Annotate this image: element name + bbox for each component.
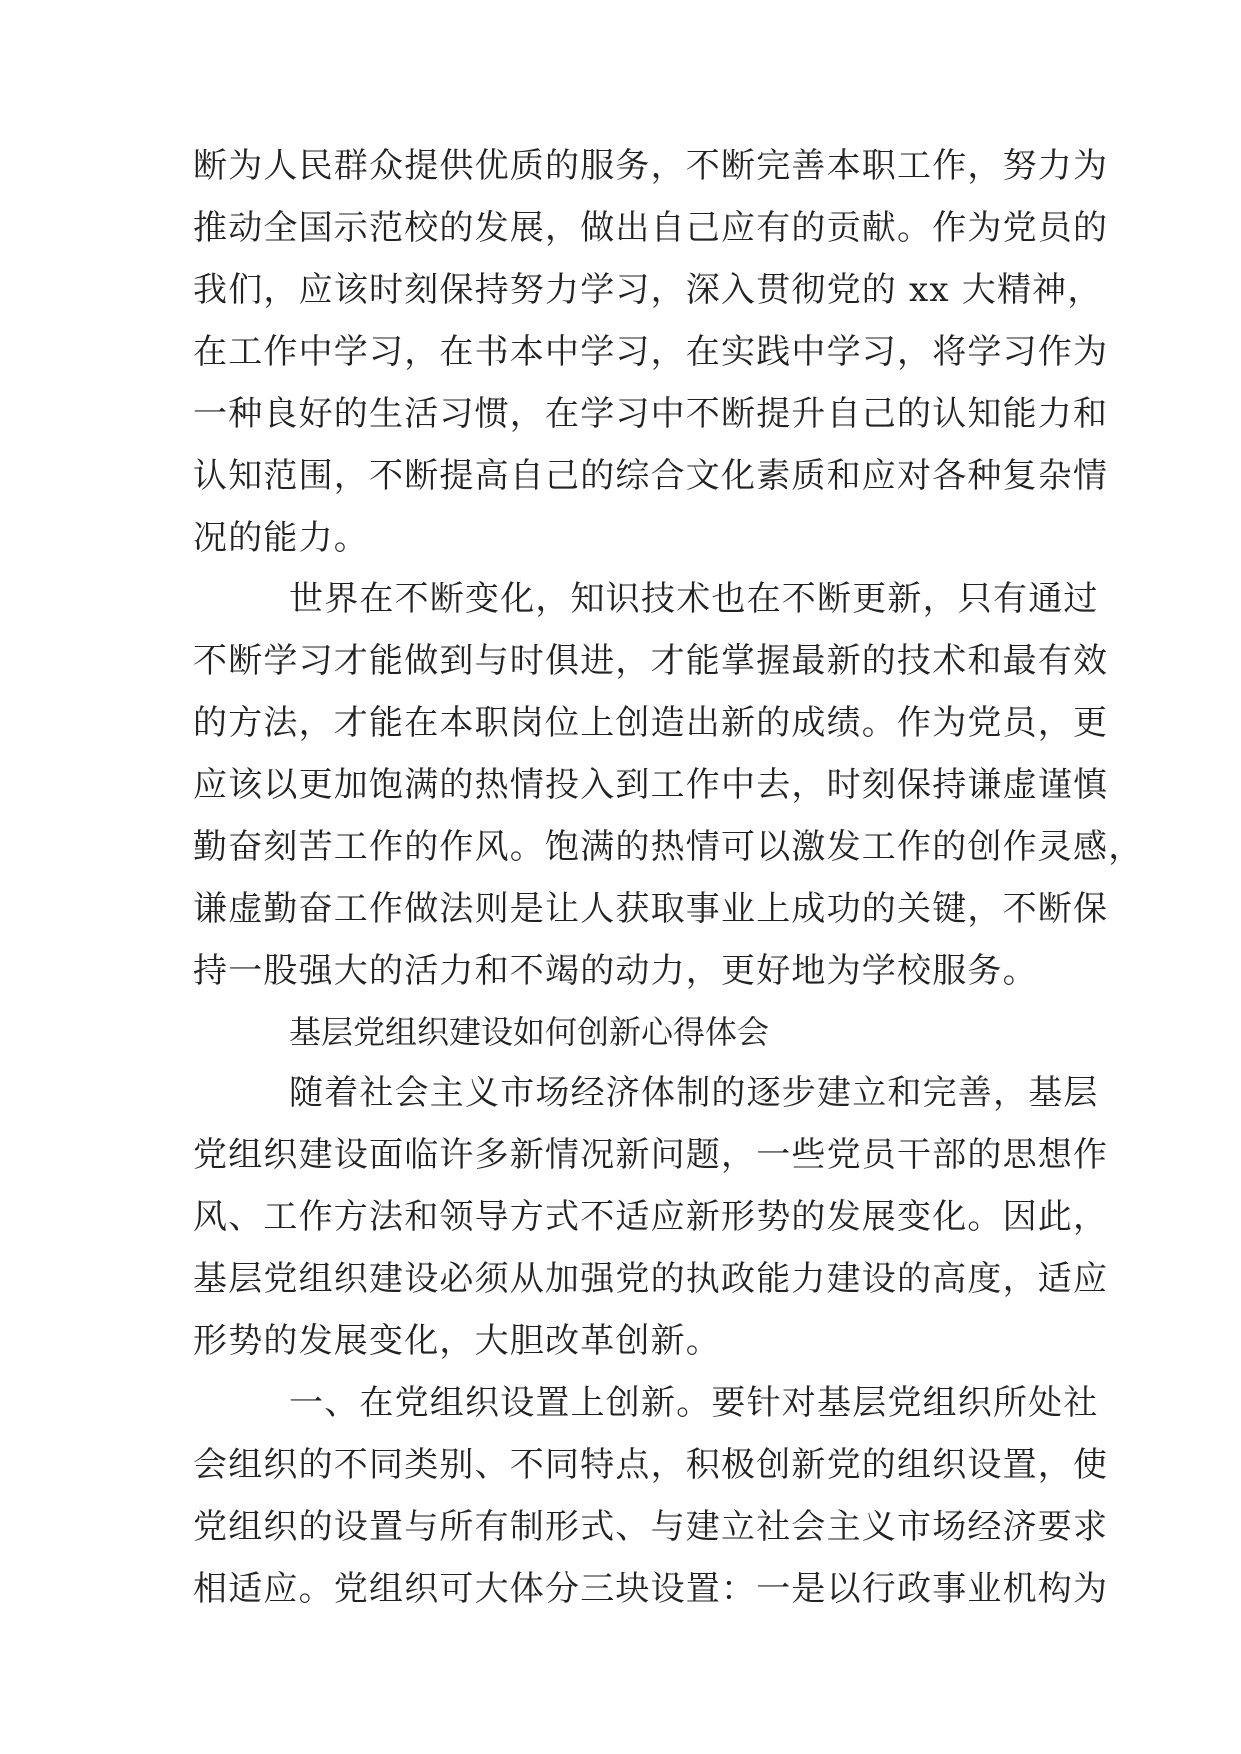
text-line: 谦虚勤奋工作做法则是让人获取事业上成功的关键，不断保 xyxy=(193,889,1109,929)
section-heading: 基层党组织建设如何创新心得体会 xyxy=(289,1013,770,1051)
text-line: 勤奋刻苦工作的作风。饱满的热情可以激发工作的创作灵感， xyxy=(193,827,1144,867)
text-line: 不断学习才能做到与时俱进，才能掌握最新的技术和最有效 xyxy=(193,641,1109,681)
text-line: 况的能力。 xyxy=(193,518,369,558)
text-line: 党组织建设面临许多新情况新问题，一些党员干部的思想作 xyxy=(193,1135,1109,1175)
text-line: 一种良好的生活习惯，在学习中不断提升自己的认知能力和 xyxy=(193,394,1109,434)
paragraph-first-line: 一、在党组织设置上创新。要针对基层党组织所处社 xyxy=(289,1383,1099,1423)
text-line: 基层党组织建设必须从加强党的执政能力建设的高度，适应 xyxy=(193,1259,1109,1299)
text-line: 的方法，才能在本职岗位上创造出新的成绩。作为党员，更 xyxy=(193,703,1109,743)
text-line: 断为人民群众提供优质的服务，不断完善本职工作，努力为 xyxy=(193,146,1109,186)
text-line: 党组织的设置与所有制形式、与建立社会主义市场经济要求 xyxy=(193,1507,1109,1547)
text-line: 风、工作方法和领导方式不适应新形势的发展变化。因此， xyxy=(193,1197,1109,1237)
text-line: 在工作中学习，在书本中学习，在实践中学习，将学习作为 xyxy=(193,332,1109,372)
document-page xyxy=(193,0,1144,1754)
text-line: 持一股强大的活力和不竭的动力，更好地为学校服务。 xyxy=(193,951,1038,991)
text-line: 形势的发展变化，大胆改革创新。 xyxy=(193,1321,721,1361)
paragraph-first-line: 随着社会主义市场经济体制的逐步建立和完善，基层 xyxy=(289,1073,1099,1113)
text-line: 我们，应该时刻保持努力学习，深入贯彻党的 xx 大精神， xyxy=(193,270,1103,310)
text-line: 应该以更加饱满的热情投入到工作中去，时刻保持谦虚谨慎 xyxy=(193,765,1109,805)
text-line: 相适应。党组织可大体分三块设置：一是以行政事业机构为 xyxy=(193,1569,1109,1609)
text-line: 推动全国示范校的发展，做出自己应有的贡献。作为党员的 xyxy=(193,208,1109,248)
paragraph-first-line: 世界在不断变化，知识技术也在不断更新，只有通过 xyxy=(289,579,1099,619)
text-line: 认知范围，不断提高自己的综合文化素质和应对各种复杂情 xyxy=(193,456,1109,496)
text-line: 会组织的不同类别、不同特点，积极创新党的组织设置，使 xyxy=(193,1445,1109,1485)
